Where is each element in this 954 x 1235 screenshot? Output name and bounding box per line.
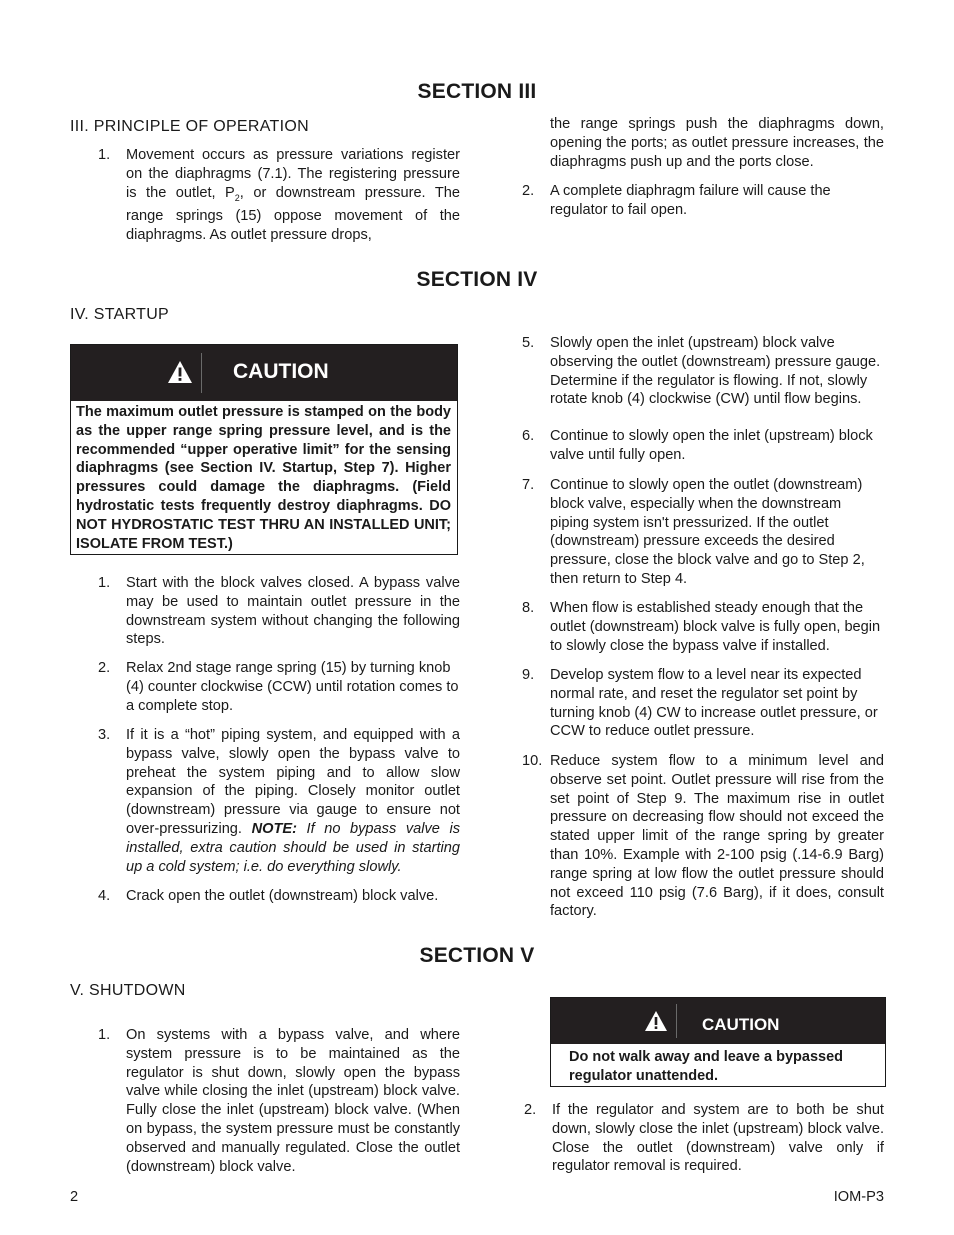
section-iii-title: SECTION III	[417, 80, 537, 103]
item-number: 9.	[522, 667, 535, 683]
item-number: 1.	[98, 147, 111, 163]
item-number: 10.	[522, 753, 543, 769]
item-text: Continue to slowly open the outlet (downstream) block valve, especially when the downstream piping system isn't pressurized. If the outlet (downstream) pressure exceeds the desired pressure, close the block valve and go to Step 2, then return to Step 4.	[550, 477, 865, 587]
note-label: NOTE:	[251, 820, 297, 837]
item-text: If the regulator and system are to both be shut down, slowly close the inlet (upstream) block valve. Close the outlet (downstream) valve only if regulator removal is required.	[552, 1102, 884, 1175]
caution-header	[551, 998, 885, 1044]
caution-box-bypass	[550, 997, 886, 1087]
shutdown-heading: V. SHUTDOWN	[70, 982, 186, 999]
item-number: 2.	[522, 183, 535, 199]
item-number: 2.	[98, 660, 111, 676]
item-number: 2.	[524, 1102, 537, 1118]
item-number: 7.	[522, 477, 535, 493]
item-number: 1.	[98, 1027, 111, 1043]
caution-text: Do not walk away and leave a bypassed regulator unattended.	[569, 1049, 843, 1084]
startup-heading: IV. STARTUP	[70, 306, 170, 323]
warning-triangle-icon	[167, 360, 193, 389]
item-text: A complete diaphragm failure will cause the regulator to fail open.	[550, 183, 831, 218]
item-text: Slowly open the inlet (upstream) block valve observing the outlet (downstream) pressure gauge. Determine if the regulator is flowing. If not, slowly rotate knob (4) clockwise (CW) until flow begins.	[550, 335, 881, 408]
page-number: 2	[70, 1189, 79, 1205]
item-number: 6.	[522, 428, 535, 444]
caution-text: The maximum outlet pressure is stamped on the body as the upper range spring pressure level, and is the recommended “upper operative limit” for the sensing diaphragms (see Section IV. Startup, Step 7). Higher pressures could damage the diaphragms. (Field hydrostatic tests frequently destroy diaphragms. DO NOT HYDROSTATIC TEST THRU AN INSTALLED UNIT; ISOLATE FROM TEST.)	[76, 404, 451, 552]
item-number: 8.	[522, 600, 535, 616]
item-text-continued: the range springs push the diaphragms down, opening the ports; as outlet pressure increases, the diaphragms push up and the ports close.	[550, 116, 884, 170]
header-divider	[676, 1004, 677, 1038]
section-iv-title: SECTION IV	[416, 268, 538, 291]
item-text: If it is a “hot” piping system, and equipped with a bypass valve, slowly open the bypass valve to preheat the system piping and to allow slow expansion of the piping. Closely monitor outlet (downstream) pressure via gauge to ensure not over-pressurizing. NOTE: If no bypass valve is installed, extra caution should be used in starting up a cold system; i.e. do everything slowly.	[126, 727, 460, 875]
item-text: Reduce system flow to a minimum level and observe set point. Outlet pressure will rise from the set point of Step 9. The maximum rise in outlet pressure on decreasing flow should not exceed the stated upper limit of the range spring by greater than 10%. Example with 2-100 psig (.14-6.9 Barg) range spring at low flow the outlet pressure should not exceed 110 psig (7.6 Barg), if it does, consult factory.	[550, 753, 884, 920]
caution-label: CAUTION	[233, 360, 329, 383]
item-text: Movement occurs as pressure variations register on the diaphragms (7.1). The registering pressure is the outlet, $P_2$, or downstream pressure. The range springs (15) oppose movement of the diaphragms. As outlet pressure drops,	[126, 147, 460, 244]
principle-of-operation-heading: III. PRINCIPLE OF OPERATION	[70, 118, 309, 135]
document-code: IOM-P3	[833, 1189, 884, 1205]
section-v-title: SECTION V	[419, 944, 535, 967]
caution-label: CAUTION	[702, 1015, 780, 1034]
item-text: Relax 2nd stage range spring (15) by turning knob (4) counter clockwise (CCW) until rotation comes to a complete stop.	[126, 660, 459, 714]
note-text: If no bypass valve is installed, extra caution should be used in starting up a cold system; i.e. do everything slowly.	[126, 820, 460, 875]
item-number: 5.	[522, 335, 535, 351]
warning-triangle-icon	[644, 1010, 668, 1037]
item-text: Crack open the outlet (downstream) block valve.	[126, 888, 439, 904]
item-text: Develop system flow to a level near its expected normal rate, and reset the regulator set point by turning knob (4) CW to increase outlet pressure, or CCW to reduce outlet pressure.	[550, 667, 878, 740]
item-text: On systems with a bypass valve, and where system pressure is to be maintained as the regulator is shut down, slowly open the bypass valve while closing the inlet (upstream) block valve. Fully close the inlet (upstream) block valve. (When on bypass, the system pressure must be constantly observed and manually regulated. Close the outlet (downstream) block valve.	[126, 1027, 460, 1175]
item-number: 4.	[98, 888, 111, 904]
item-text: Continue to slowly open the inlet (upstream) block valve until fully open.	[550, 428, 873, 463]
item-number: 1.	[98, 575, 111, 591]
caution-box-diaphragm	[70, 344, 458, 555]
item-number: 3.	[98, 727, 111, 743]
item-text: Start with the block valves closed. A bypass valve may be used to maintain outlet pressure in the downstream system without changing the following steps.	[126, 575, 460, 648]
item-text: When flow is established steady enough that the outlet (downstream) block valve is fully open, begin to slowly close the bypass valve if installed.	[550, 600, 881, 654]
caution-header	[71, 345, 457, 401]
header-divider	[201, 353, 202, 393]
